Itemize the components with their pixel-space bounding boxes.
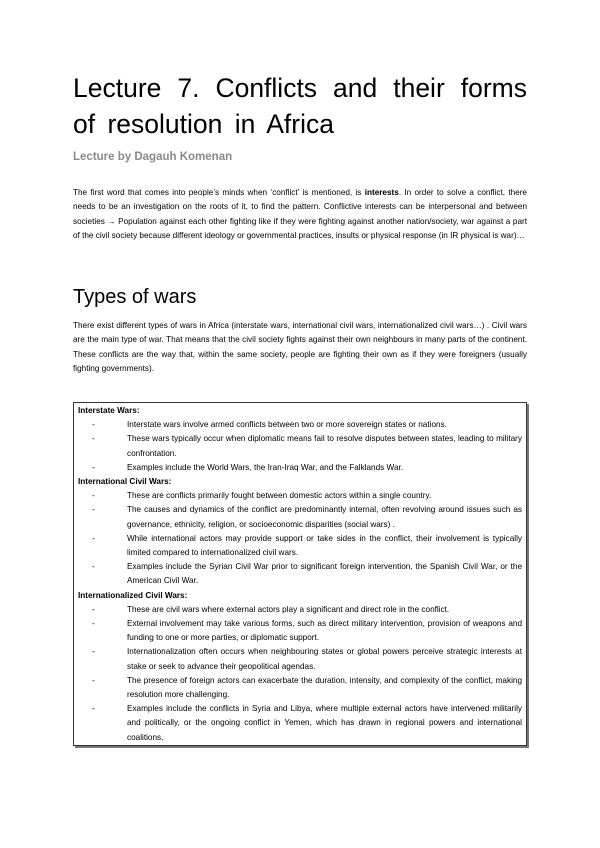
dash-bullet-icon: - xyxy=(92,491,95,501)
bullet-list xyxy=(78,418,522,475)
list-item xyxy=(78,674,522,702)
list-item xyxy=(78,503,522,531)
list-item-text: The presence of foreign actors can exacerbate the duration, intensity, and complexity of the conflict, making resolution more challenging. xyxy=(127,675,522,700)
list-item-text: Examples include the conflicts in Syria and Libya, where multiple external actors have intervened militarily and politically, or the ongoing conflict in Yemen, which has drawn in regional powers and international coalitions. xyxy=(127,704,522,742)
list-item xyxy=(78,532,522,560)
intro-text-rest: . In order to solve a conflict, there needs to be an investigation on the roots of it, to find the pattern. Conflictive interests can be interpersonal and between societies → Population against each other fighting like if they were fighting against another nation/society, war against a part of the civil society because different ideology or governmental practices, insults or physical response (in IR physical is war)… xyxy=(73,188,527,241)
box-section-heading: Interstate Wars: xyxy=(78,406,140,415)
dash-bullet-icon: - xyxy=(92,533,95,543)
dash-bullet-icon: - xyxy=(92,604,95,614)
intro-text: The first word that comes into people’s minds when ‘conflict’ is mentioned, is xyxy=(73,188,365,197)
list-item xyxy=(78,489,522,503)
dash-bullet-icon: - xyxy=(92,619,95,629)
intro-paragraph xyxy=(73,186,527,244)
dash-bullet-icon: - xyxy=(92,420,95,430)
bullet-list xyxy=(78,489,522,588)
section-heading: Types of wars xyxy=(73,286,197,308)
bullet-list xyxy=(78,603,522,745)
list-item-text: Examples include the Syrian Civil War prior to significant foreign intervention, the Spanish Civil War, or the American Civil War. xyxy=(127,562,522,586)
list-item-text: While international actors may provide support or take sides in the conflict, their involvement is typically limited compared to internationalized civil wars. xyxy=(127,533,522,558)
list-item-text: External involvement may take various forms, such as direct military intervention, provision of weapons and funding to one or more parties, or diplomatic support. xyxy=(127,619,522,643)
list-item xyxy=(78,418,522,432)
dash-bullet-icon: - xyxy=(92,505,95,515)
list-item xyxy=(78,461,522,475)
dash-bullet-icon: - xyxy=(92,462,95,472)
list-item-text: These wars typically occur when diplomatic means fail to resolve disputes between states, leading to military confrontation. xyxy=(127,434,522,458)
list-item xyxy=(78,645,522,673)
list-item-text: These are civil wars where external actors play a significant and direct role in the conflict. xyxy=(127,604,450,614)
list-item xyxy=(78,617,522,645)
box-section-heading: Internationalized Civil Wars: xyxy=(78,590,188,600)
dash-bullet-icon: - xyxy=(92,647,95,657)
intro-bold: interests xyxy=(364,188,399,197)
list-item-text: Interstate wars involve armed conflicts between two or more sovereign states or nations. xyxy=(127,420,447,430)
page-title: Lecture 7. Conflicts and their forms of resolution in Africa xyxy=(73,73,527,139)
dash-bullet-icon: - xyxy=(92,704,95,714)
list-item xyxy=(78,603,522,617)
list-item xyxy=(78,560,522,588)
dash-bullet-icon: - xyxy=(92,675,95,685)
list-item-text: The causes and dynamics of the conflict are predominantly internal, often revolving around issues such as governance, ethnicity, religion, or socioeconomic disparities (social wars) . xyxy=(127,505,522,529)
war-types-box xyxy=(73,402,527,746)
box-section-heading: International Civil Wars: xyxy=(78,477,172,487)
list-item-text: These are conflicts primarily fought between domestic actors within a single country. xyxy=(127,491,432,501)
list-item-text: Examples include the World Wars, the Iran-Iraq War, and the Falklands War. xyxy=(127,462,404,472)
section-paragraph: There exist different types of wars in Africa (interstate wars, international civil wars, internationalized civil wars…) . Civil wars are the main type of war. That means that the civil society fights against their own neighbours in many parts of the continent. These conflicts are the way that, within the same society, people are fighting their own as if they were foreigners (usually fighting governments). xyxy=(73,321,527,374)
dash-bullet-icon: - xyxy=(92,562,95,572)
list-item xyxy=(78,702,522,745)
list-item xyxy=(78,432,522,460)
dash-bullet-icon: - xyxy=(92,434,95,444)
list-item-text: Internationalization often occurs when neighbouring states or global powers perceive strategic interests at stake or seek to advance their geopolitical agendas. xyxy=(127,647,522,671)
lecture-author: Lecture by Dagauh Komenan xyxy=(73,151,233,163)
